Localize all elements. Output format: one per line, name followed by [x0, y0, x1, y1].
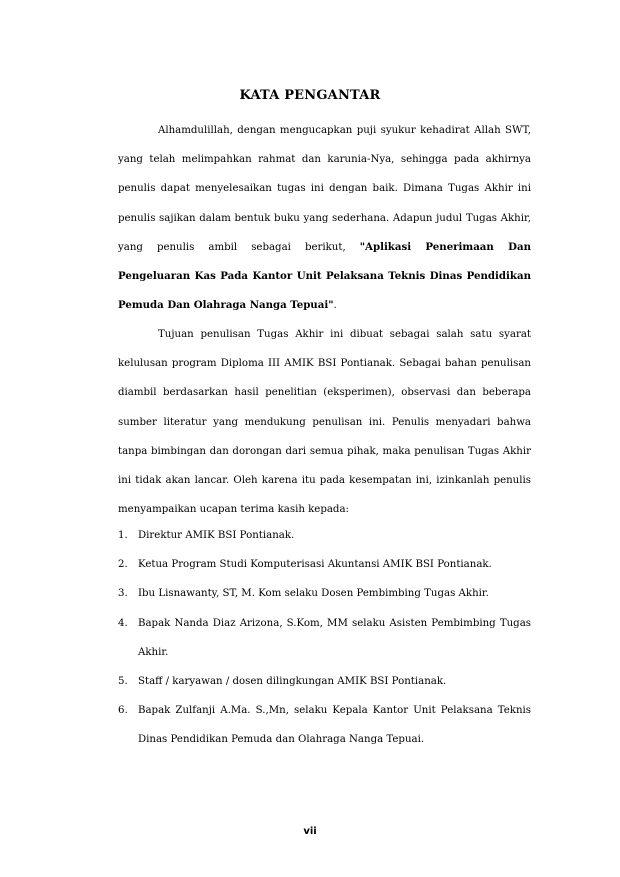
- thesis-title: "Aplikasi Penerimaan Dan Pengeluaran Kas Pada Kantor Unit Pelaksana Teknis Dinas Pendidikan Pemuda Dan Olahraga Nanga Tepuai": [118, 240, 531, 312]
- list-item-text: Ibu Lisnawanty, ST, M. Kom selaku Dosen Pembimbing Tugas Akhir.: [138, 588, 489, 600]
- list-item-number: 6.: [118, 705, 128, 717]
- intro-paragraph-end: .: [333, 300, 337, 312]
- list-item: [118, 609, 531, 667]
- page-title: KATA PENGANTAR: [239, 88, 381, 103]
- list-item-text: Staff / karyawan / dosen dilingkungan AMIK BSI Pontianak.: [138, 676, 447, 688]
- page-number: vii: [303, 826, 317, 837]
- list-item-text: Direktur AMIK BSI Pontianak.: [138, 530, 295, 541]
- purpose-paragraph: Tujuan penulisan Tugas Akhir ini dibuat sebagai salah satu syarat kelulusan program Diploma III AMIK BSI Pontianak. Sebagai bahan penulisan diambil berdasarkan hasil penelitian (eksperimen), observasi dan beberapa sumber literatur yang mendukung penulisan ini. Penulis menyadari bahwa tanpa bimbingan dan dorongan dari semua pihak, maka penulisan Tugas Akhir ini tidak akan lancar. Oleh karena itu pada kesempatan ini, izinkanlah penulis menyampaikan ucapan terima kasih kepada:: [118, 329, 531, 516]
- list-item: [118, 521, 531, 550]
- acknowledgement-list: [118, 521, 531, 755]
- list-item: [118, 696, 531, 754]
- list-item-text: Bapak Nanda Diaz Arizona, S.Kom, MM selaku Asisten Pembimbing Tugas Akhir.: [138, 617, 531, 658]
- list-item-number: 5.: [118, 676, 128, 688]
- list-item-number: 4.: [118, 617, 128, 629]
- intro-paragraph: [118, 116, 531, 320]
- list-item-number: 2.: [118, 559, 128, 571]
- list-item-text: Bapak Zulfanji A.Ma. S.,Mn, selaku Kepala Kantor Unit Pelaksana Teknis Dinas Pendidikan Pemuda dan Olahraga Nanga Tepuai.: [138, 705, 531, 746]
- list-item: [118, 550, 531, 579]
- list-item-text: Ketua Program Studi Komputerisasi Akuntansi AMIK BSI Pontianak.: [138, 559, 492, 571]
- list-item: [118, 579, 531, 608]
- list-item-number: 1.: [118, 530, 128, 541]
- intro-paragraph-text: Alhamdulillah, dengan mengucapkan puji syukur kehadirat Allah SWT, yang telah melimpahkan rahmat dan karunia-Nya, sehingga pada akhirnya penulis dapat menyelesaikan tugas ini dengan baik. Dimana Tugas Akhir ini penulis sajikan dalam bentuk buku yang sederhana. Adapun judul Tugas Akhir, yang penulis ambil sebagai berikut,: [118, 125, 531, 253]
- list-item-number: 3.: [118, 588, 128, 600]
- list-item: [118, 667, 531, 696]
